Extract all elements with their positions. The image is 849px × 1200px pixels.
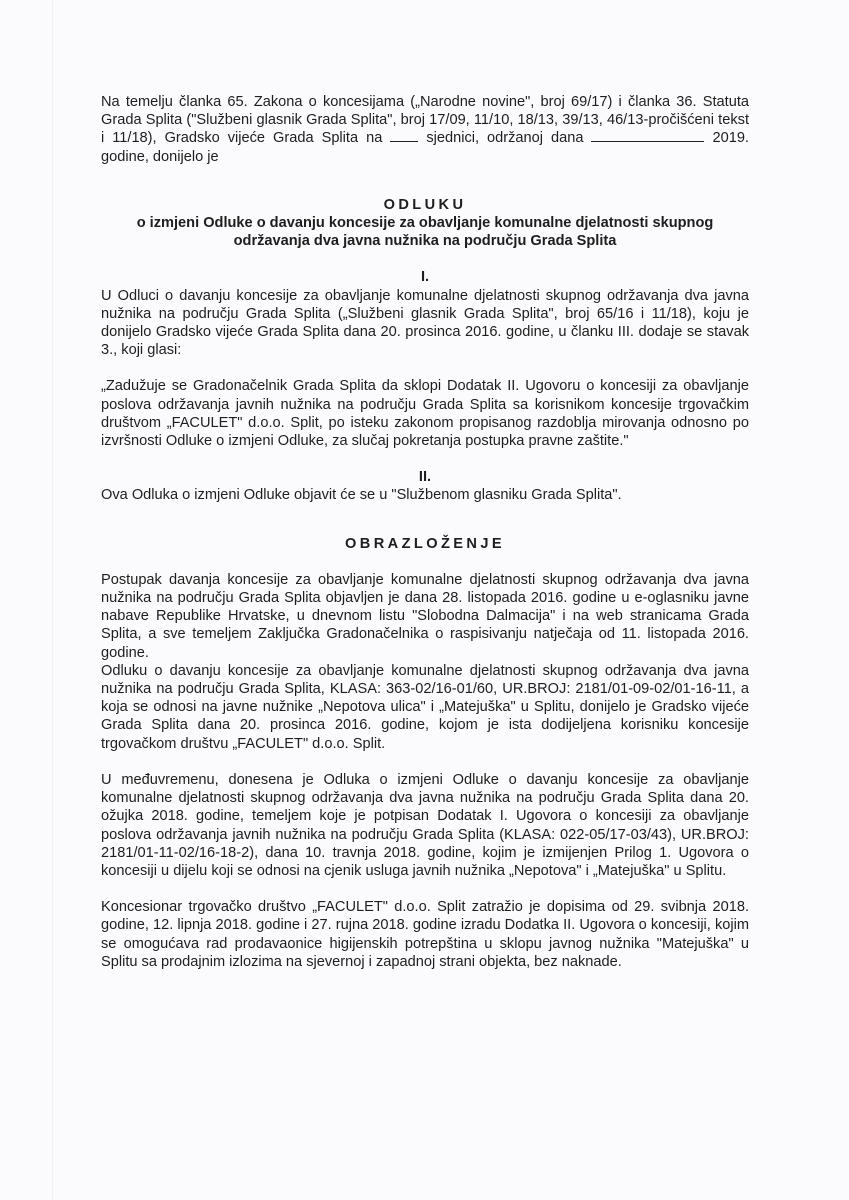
preamble-text-1: Na temelju članka 65. Zakona o koncesijama („Narodne novine", broj 69/17) i članka 36. Statuta Grada Splita ("Službeni glasnik Grada Splita", broj 17/09, 11/10, 18/13, 39/13, 46/13-pročišćeni tekst i 11/18), Gradsko vijeće Grada Splita na (101, 94, 749, 147)
preamble-text-2: sjednici, održanoj dana (426, 130, 584, 147)
explanation-title: OBRAZLOŽENJE (345, 535, 505, 552)
article-2-paragraph-1: Ova Odluka o izmjeni Odluke objavit će se u "Službenom glasniku Grada Splita". (101, 487, 622, 504)
scan-page-edge (52, 0, 53, 1200)
article-2-number: II. (418, 469, 432, 486)
article-1-paragraph-1: U Odluci o davanju koncesije za obavljanje komunalne djelatnosti skupnog održavanja dva javna nužnika na području Grada Splita („Službeni glasnik Grada Splita", broj 65/16 i 11/18), koju je donijelo Gradsko vijeće Grada Splita dana 20. prosinca 2016. godine, u članku III. dodaje se stavak 3., koji glasi: (101, 287, 749, 359)
preamble (101, 93, 749, 166)
preamble-text-3: 2019. godine, donijelo je (101, 130, 749, 165)
explanation-paragraph-1: Postupak davanja koncesije za obavljanje komunalne djelatnosti skupnog održavanja dva javna nužnika na području Grada Splita objavljen je dana 28. listopada 2016. godine u e-oglasniku javne nabave Republike Hrvatske, u dnevnom listu "Slobodna Dalmacija" i na web stranicama Grada Splita, a sve temeljem Zaključka Gradonačelnika o raspisivanju natječaja od 11. listopada 2016. godine. (101, 571, 749, 661)
decision-title: ODLUKU (383, 196, 467, 213)
document-body (101, 93, 749, 971)
session-number-blank (390, 129, 418, 142)
session-date-blank (591, 129, 704, 142)
explanation-paragraph-4: Koncesionar trgovačko društvo „FACULET" d.o.o. Split zatražio je dopisima od 29. svibnja 2018. godine, 12. lipnja 2018. godine i 27. rujna 2018. godine izradu Dodatka II. Ugovora o koncesiji, kojim se omogućava rad prodavaonice higijenskih potrepština u sklopu javnog nužnika "Matejuška" u Splitu sa prodajnim izlozima na sjevernoj i zapadnoj strani objekta, bez naknade. (101, 899, 749, 970)
explanation-paragraph-2: Odluku o davanju koncesije za obavljanje komunalne djelatnosti skupnog održavanja dva javna nužnika na području Grada Splita, KLASA: 363-02/16-01/60, UR.BROJ: 2181/01-09-02/01-16-11, a koja se odnosi na javne nužnike „Nepotova ulica" i „Matejuška" u Splitu, donijelo je Gradsko vijeće Grada Splita dana 20. prosinca 2016. godine, kojom je ista dodijeljena korisniku koncesije trgovačkom društvu „FACULET" d.o.o. Split. (101, 662, 749, 752)
explanation-paragraph-3: U međuvremenu, donesena je Odluka o izmjeni Odluke o davanju koncesije za obavljanje komunalne djelatnosti skupnog održavanja dva javna nužnika na području Grada Splita dana 20. ožujka 2018. godine, temeljem koje je potpisan Dodatak I. Ugovora o koncesiji za obavljanje poslova održavanja javnih nužnika na području Grada Splita (KLASA: 022-05/17-03/43), UR.BROJ: 2181/01-11-02/16-18-2), dana 10. travnja 2018. godine, kojim je izmijenjen Prilog 1. Ugovora o koncesiji u dijelu koji se odnosi na cjenik usluga javnih nužnika „Nepotova" i „Matejuška" u Splitu. (101, 771, 749, 879)
decision-subtitle: o izmjeni Odluke o davanju koncesije za obavljanje komunalne djelatnosti skupnog održavanja dva javna nužnika na području Grada Splita (136, 215, 714, 250)
article-1-number: I. (420, 269, 430, 286)
article-1-quoted-paragraph: „Zadužuje se Gradonačelnik Grada Splita da sklopi Dodatak II. Ugovoru o koncesiji za obavljanje poslova održavanja javnih nužnika na području Grada Splita sa korisnikom koncesije trgovačkim društvom „FACULET" d.o.o. Split, po isteku zakonom propisanog razdoblja mirovanja odnosno po izvršnosti Odluke o izmjeni Odluke, za slučaj pokretanja postupka pravne zaštite." (101, 378, 749, 450)
